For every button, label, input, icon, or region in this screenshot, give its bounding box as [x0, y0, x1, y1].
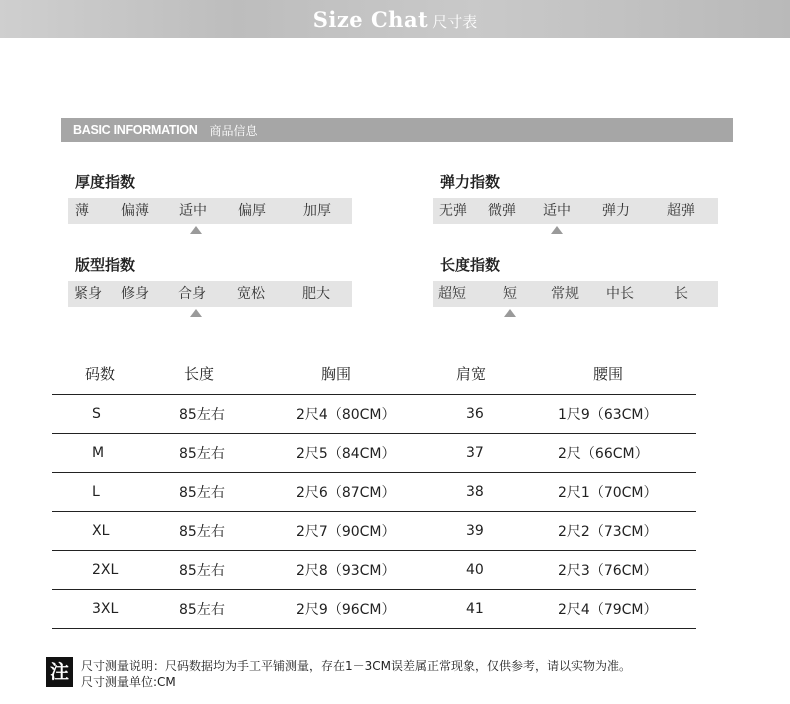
- elasticity-option: 超弹: [667, 203, 695, 219]
- thickness-index-title: 厚度指数: [75, 173, 136, 191]
- page-banner: [0, 0, 790, 38]
- header-shoulder: 肩宽: [456, 352, 558, 395]
- cell-length: 85左右: [179, 473, 294, 512]
- length-index-title: 长度指数: [440, 256, 501, 274]
- elasticity-option: 适中: [543, 203, 571, 219]
- elasticity-option: 无弹: [439, 203, 467, 219]
- table-row: [52, 590, 696, 629]
- header-size: 码数: [52, 352, 179, 395]
- size-table: [52, 352, 696, 629]
- cell-waist: 2尺3（76CM）: [558, 551, 696, 590]
- cell-waist: 2尺1（70CM）: [558, 473, 696, 512]
- thickness-selected-marker-icon: [190, 226, 202, 234]
- fit-index-bar: [68, 281, 352, 307]
- cell-length: 85左右: [179, 434, 294, 473]
- cell-size: S: [52, 395, 179, 434]
- thickness-option: 偏薄: [121, 203, 149, 219]
- cell-waist: 2尺2（73CM）: [558, 512, 696, 551]
- fit-index-title: 版型指数: [75, 256, 136, 274]
- cell-shoulder: 37: [456, 434, 558, 473]
- cell-chest: 2尺4（80CM）: [294, 395, 456, 434]
- cell-waist: 2尺（66CM）: [558, 434, 696, 473]
- cell-length: 85左右: [179, 512, 294, 551]
- cell-shoulder: 38: [456, 473, 558, 512]
- thickness-index-bar: [68, 198, 352, 224]
- length-option: 中长: [606, 286, 634, 302]
- note-line-1: 尺寸测量说明：尺码数据均为手工平铺测量，存在1－3CM误差属正常现象，仅供参考，请以实物为准。: [81, 659, 632, 673]
- fit-option: 修身: [121, 286, 149, 302]
- table-row: [52, 473, 696, 512]
- header-waist: 腰围: [558, 352, 696, 395]
- length-option: 超短: [438, 286, 466, 302]
- fit-option: 肥大: [302, 286, 330, 302]
- thickness-option: 适中: [179, 203, 207, 219]
- cell-chest: 2尺5（84CM）: [294, 434, 456, 473]
- fit-option: 宽松: [237, 286, 265, 302]
- cell-shoulder: 39: [456, 512, 558, 551]
- thickness-option: 偏厚: [238, 203, 266, 219]
- table-row: [52, 434, 696, 473]
- fit-index: [68, 255, 352, 307]
- cell-length: 85左右: [179, 395, 294, 434]
- length-index-bar: [433, 281, 718, 307]
- banner-title-en: Size Chat: [312, 6, 429, 32]
- elasticity-index-title: 弹力指数: [440, 173, 501, 191]
- header-chest: 胸围: [294, 352, 456, 395]
- header-length: 长度: [179, 352, 294, 395]
- cell-waist: 1尺9（63CM）: [558, 395, 696, 434]
- length-selected-marker-icon: [504, 309, 516, 317]
- length-index: [433, 255, 718, 307]
- cell-chest: 2尺6（87CM）: [294, 473, 456, 512]
- length-option: 短: [503, 286, 517, 302]
- cell-size: 3XL: [52, 590, 179, 629]
- fit-option: 紧身: [74, 286, 102, 302]
- table-row: [52, 395, 696, 434]
- cell-shoulder: 41: [456, 590, 558, 629]
- cell-size: M: [52, 434, 179, 473]
- table-row: [52, 512, 696, 551]
- cell-size: L: [52, 473, 179, 512]
- basic-info-header: [61, 118, 733, 142]
- cell-shoulder: 40: [456, 551, 558, 590]
- cell-chest: 2尺7（90CM）: [294, 512, 456, 551]
- note-badge: 注: [46, 657, 73, 687]
- fit-selected-marker-icon: [190, 309, 202, 317]
- elasticity-index-bar: [433, 198, 718, 224]
- cell-shoulder: 36: [456, 395, 558, 434]
- elasticity-index: [433, 172, 718, 224]
- cell-chest: 2尺8（93CM）: [294, 551, 456, 590]
- thickness-option: 薄: [75, 203, 89, 219]
- length-option: 长: [674, 286, 688, 302]
- cell-length: 85左右: [179, 551, 294, 590]
- elasticity-option: 微弹: [488, 203, 516, 219]
- section-title-en: BASIC INFORMATION: [73, 123, 198, 137]
- table-row: [52, 551, 696, 590]
- banner-title-cn: 尺寸表: [432, 12, 478, 31]
- thickness-index: [68, 172, 352, 224]
- cell-chest: 2尺9（96CM）: [294, 590, 456, 629]
- size-table-header: [52, 352, 696, 395]
- cell-size: 2XL: [52, 551, 179, 590]
- elasticity-selected-marker-icon: [551, 226, 563, 234]
- cell-size: XL: [52, 512, 179, 551]
- cell-waist: 2尺4（79CM）: [558, 590, 696, 629]
- cell-length: 85左右: [179, 590, 294, 629]
- length-option: 常规: [551, 286, 579, 302]
- fit-option: 合身: [178, 286, 206, 302]
- thickness-option: 加厚: [303, 203, 331, 219]
- note-line-2: 尺寸测量单位:CM: [81, 675, 176, 689]
- section-title-cn: 商品信息: [209, 123, 258, 138]
- elasticity-option: 弹力: [602, 203, 630, 219]
